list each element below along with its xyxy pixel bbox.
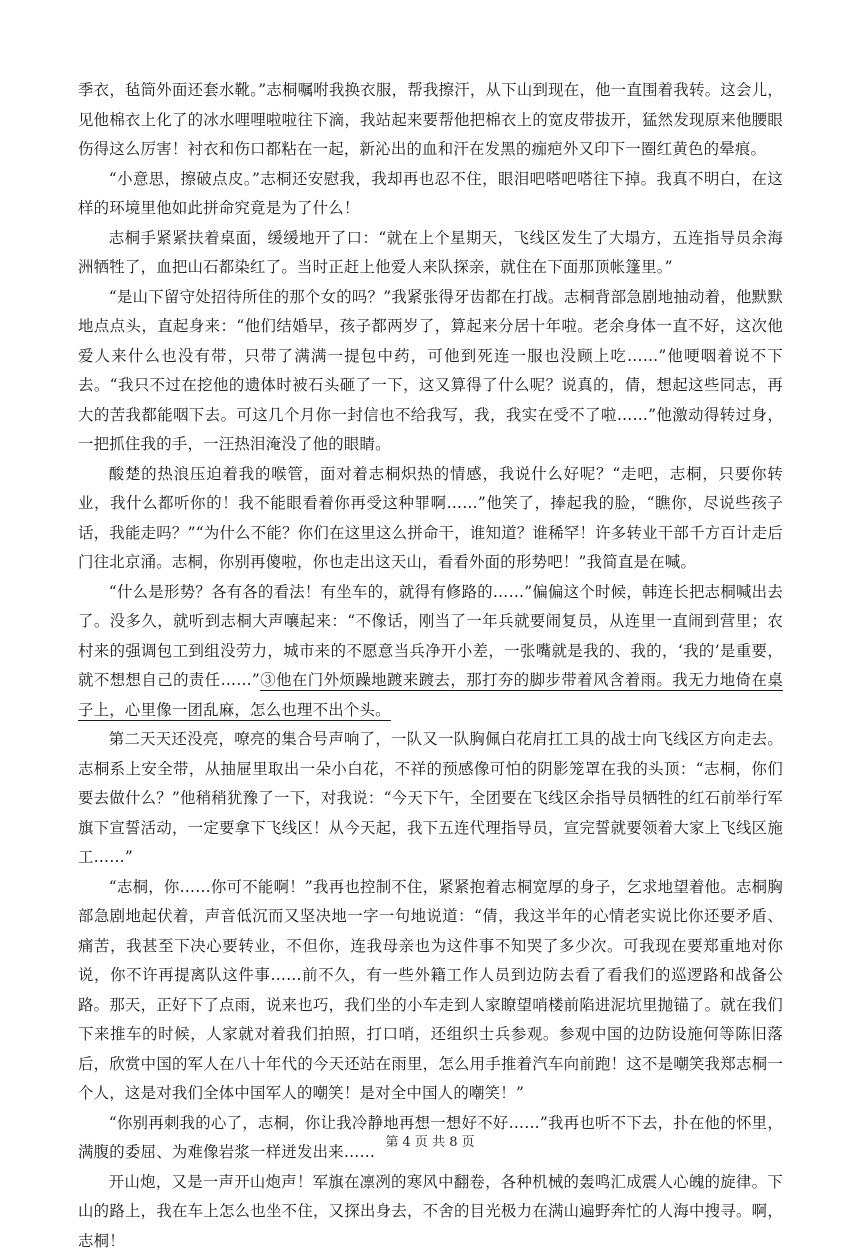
paragraph-6	[78, 578, 783, 726]
paragraph-10: 开山炮，又是一声开山炮声！军旗在凛冽的寒风中翻卷，各种机械的轰鸣汇成震人心魄的旋律。下山的路上，我在车上怎么也坐不住，又探出身去，不舍的目光极力在满山遍野奔忙的人海中搜寻。啊，志桐！	[78, 1168, 783, 1256]
paragraph-6-text: “什么是形势？各有各的看法！有坐车的，就得有修路的……”偏偏这个时候，韩连长把志桐喊出去了。没多久，就听到志桐大声嚷起来：“不像话，刚当了一年兵就要闹复员，从连里一直闹到营里；农村来的强调包工到组没劳力，城市来的不愿意当兵净开小差，一张嘴就是我的、我的，‘我的’是重要，就不想想自己的责任……”	[78, 583, 783, 690]
paragraph-9: “你别再刺我的心了，志桐，你让我冷静地再想一想好不好……”我再也听不下去，扑在他的怀里，满腹的委屈、为难像岩浆一样迸发出来……	[78, 1109, 783, 1168]
paragraph-3: 志桐手紧紧扶着桌面，缓缓地开了口：“就在上个星期天，飞线区发生了大塌方，五连指导员余海洲牺牲了，血把山石都染红了。当时正赶上他爱人来队探亲，就住在下面那顶帐篷里。”	[78, 224, 783, 283]
paragraph-8: “志桐，你……你可不能啊！”我再也控制不住，紧紧抱着志桐宽厚的身子，乞求地望着他。志桐胸部急剧地起伏着，声音低沉而又坚决地一字一句地说道：“倩，我这半年的心情老实说比你还要矛盾、痛苦，我甚至下决心要转业，不但你，连我母亲也为这件事不知哭了多少次。可我现在要郑重地对你说，你不许再提离队这件事……前不久，有一些外籍工作人员到边防去看了看我们的巡逻路和战备公路。那天，正好下了点雨，说来也巧，我们坐的小车走到人家瞭望哨楼前陷进泥坑里抛锚了。就在我们下来推车的时候，人家就对着我们拍照，打口哨，还组织士兵参观。参观中国的边防设施何等陈旧落后，欣赏中国的军人在八十年代的今天还站在雨里，怎么用手推着汽车向前跑！这不是嘲笑我郑志桐一个人，这是对我们全体中国军人的嘲笑！是对全中国人的嘲笑！”	[78, 873, 783, 1109]
paragraph-2: “小意思，擦破点皮。”志桐还安慰我，我却再也忍不住，眼泪吧嗒吧嗒往下掉。我真不明白，在这样的环境里他如此拼命究竟是为了什么！	[78, 165, 783, 224]
paragraph-4: “是山下留守处招待所住的那个女的吗？”我紧张得牙齿都在打战。志桐背部急剧地抽动着，他默默地点点头，直起身来：“他们结婚早，孩子都两岁了，算起来分居十年啦。老余身体一直不好，这次他爱人来什么也没有带，只带了满满一提包中药，可他到死连一服也没顾上吃……”他哽咽着说不下去。“我只不过在挖他的遗体时被石头砸了一下，这又算得了什么呢？说真的，倩，想起这些同志，再大的苦我都能咽下去。可这几个月你一封信也不给我写，我，我实在受不了啦……”他激动得转过身，一把抓住我的手，一汪热泪淹没了他的眼睛。	[78, 283, 783, 460]
paragraph-5: 酸楚的热浪压迫着我的喉管，面对着志桐炽热的情感，我说什么好呢？“走吧，志桐，只要你转业，我什么都听你的！我不能眼看着你再受这种罪啊……”他笑了，捧起我的脸，“瞧你，尽说些孩子话，我能走吗？”“为什么不能？你们在这里这么拼命干，谁知道？谁稀罕！许多转业干部千方百计走后门往北京涌。志桐，你别再傻啦，你也走出这天山，看看外面的形势吧！”我简直是在喊。	[78, 460, 783, 578]
document-page	[78, 76, 783, 1256]
underlined-sentence-3: ③他在门外烦躁地踱来踱去，那打夯的脚步带着风含着雨。我无力地倚在桌子上，心里像一团乱麻，怎么也理不出个头。	[78, 671, 783, 719]
page-footer: 第 4 页 共 8 页	[0, 1131, 860, 1150]
paragraph-1: 季衣，毡筒外面还套水靴。”志桐嘱咐我换衣服，帮我擦汗，从下山到现在，他一直围着我转。这会儿，见他棉衣上化了的冰水哩哩啦啦往下滴，我站起来要帮他把棉衣上的宽皮带拔开，猛然发现原来他腰眼伤得这么厉害！衬衣和伤口都粘在一起，新沁出的血和汗在发黑的痂疤外又印下一圈红黄色的晕痕。	[78, 76, 783, 165]
paragraph-7: 第二天天还没亮，嘹亮的集合号声响了，一队又一队胸佩白花肩扛工具的战士向飞线区方向走去。志桐系上安全带，从抽屉里取出一朵小白花，不祥的预感像可怕的阴影笼罩在我的头顶：“志桐，你们要去做什么？”他稍稍犹豫了一下，对我说：“今天下午，全团要在飞线区余指导员牺牲的红石前举行军旗下宣誓活动，一定要拿下飞线区！从今天起，我下五连代理指导员，宣完誓就要领着大家上飞线区施工……”	[78, 725, 783, 873]
